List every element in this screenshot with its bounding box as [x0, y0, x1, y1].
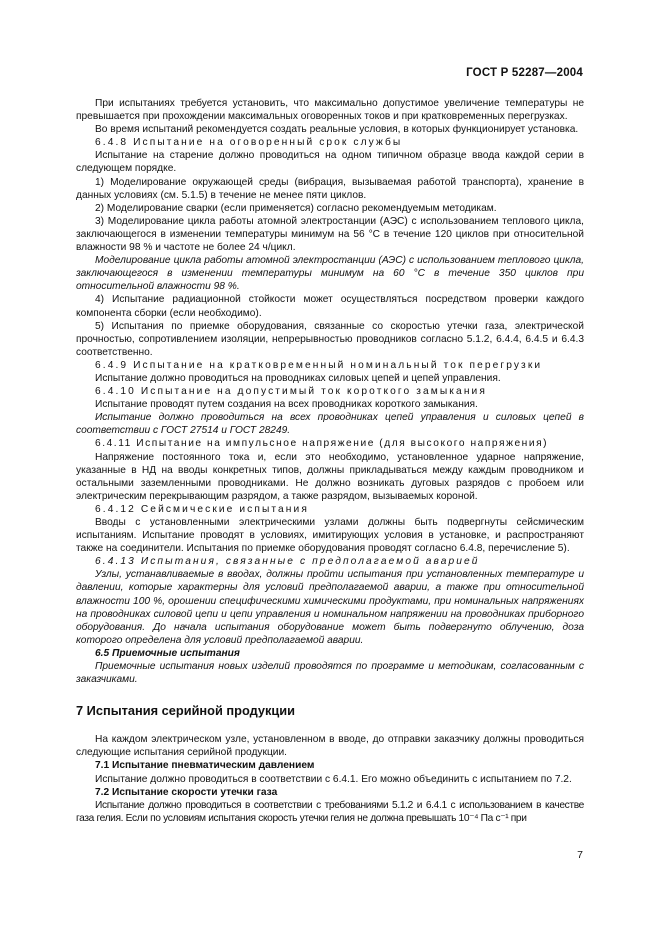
- list-item: 4) Испытание радиационной стойкости может осуществляться посредством проверки каждого компонента сборки (если необходимо).: [76, 294, 584, 319]
- italic-paragraph: Узлы, устанавливаемые в вводах, должны пройти испытания при установленных температуре и давлении, которые характерны для условий предполагаемой аварии, а также при относительной влажности 100 %, орошении специфическими химическими продуктами, при номинальных напряжениях на проводниках силовой цепи и цепи управления и номинальном напряжении на проводниках приборного оборудования. До начала испытания оборудование может быть подвергнуто облучению, доза которого определена для условий предполагаемой аварии.: [76, 569, 584, 646]
- italic-paragraph: Моделирование цикла работы атомной электростанции (АЭС) с использованием теплового цикла, заключающегося в изменении температуры минимум на 60 °С в течение 350 циклов при относительной влажности 98 %.: [76, 255, 584, 293]
- subsection-heading-text: 6.4.11 Испытание на импульсное напряжение (для высокого напряжения): [95, 438, 549, 450]
- section-title: 7 Испытания серийной продукции: [76, 703, 295, 719]
- paragraph: Испытание должно проводиться в соответствии с требованиями 5.1.2 и 6.4.1 с использованием в качестве газа гелия. Если по условиям испытания скорость утечки гелия не должна превышать 10⁻⁴ Па с⁻¹ при: [76, 799, 584, 824]
- page-content: [76, 97, 584, 825]
- paragraph: При испытаниях требуется установить, что максимально допустимое увеличение температуры не превышается при прохождении максимальных оговоренных токов и при кратковременных перегрузках.: [76, 98, 584, 123]
- subsection-heading: 6.4.9 Испытание на кратковременный номинальный ток перегрузки: [95, 359, 543, 371]
- italic-paragraph: Испытание должно проводиться на всех проводниках цепей управления и силовых цепей в соответствии с ГОСТ 27514 и ГОСТ 28249.: [76, 412, 584, 437]
- paragraph: Испытание должно проводиться в соответствии с 6.4.1. Его можно объединить с испытанием по 7.2.: [95, 773, 572, 785]
- standard-header: ГОСТ Р 52287—2004: [466, 67, 583, 79]
- page-number: 7: [577, 849, 583, 861]
- paragraph: На каждом электрическом узле, установленном в вводе, до отправки заказчику должны проводиться следующие испытания серийной продукции.: [76, 734, 584, 759]
- subsection-heading-bold-italic: 6.5 Приемочные испытания: [95, 647, 240, 659]
- subsection-heading: 6.4.12 Сейсмические испытания: [95, 503, 309, 515]
- subsection-heading-bold: 7.2 Испытание скорости утечки газа: [95, 786, 278, 798]
- paragraph: Напряжение постоянного тока и, если это необходимо, установленное ударное напряжение, указанные в НД на вводы конкретных типов, должны прикладываться между каждым проводником и остальными заземленными проводниками. Не должно возникать дуговых разрядов с пробоем или электрическим перекрывающим разрядом, а также разрядом, вызываемых короной.: [76, 451, 584, 502]
- paragraph: Вводы с установленными электрическими узлами должны быть подвергнуты сейсмическим испытаниям. Испытание проводят в условиях, имитирующих условия в установке, и распространяют также на соединители. Испытания по приемке оборудования проводят согласно 6.4.8, перечисление 5).: [76, 517, 584, 555]
- paragraph: Испытание должно проводиться на проводниках силовых цепей и цепей управления.: [95, 372, 501, 384]
- subsection-heading: [76, 437, 584, 450]
- list-item: 5) Испытания по приемке оборудования, связанные со скоростью утечки газа, электрической прочностью, сопротивлением изоляции, непрерывностью проводников согласно 5.1.2, 6.4.4, 6.4.5 и 6.4.3 соответственно.: [76, 320, 584, 358]
- paragraph: Испытание проводят путем создания на всех проводниках короткого замыкания.: [95, 399, 478, 411]
- subsection-heading: 6.4.8 Испытание на оговоренный срок службы: [95, 137, 403, 149]
- subsection-heading-bold: 7.1 Испытание пневматическим давлением: [95, 760, 315, 772]
- subsection-heading: 6.4.10 Испытание на допустимый ток короткого замыкания: [95, 386, 487, 398]
- paragraph: Во время испытаний рекомендуется создать реальные условия, в которых функционирует установка.: [95, 124, 579, 136]
- italic-subsection-heading: 6.4.13 Испытания, связанные с предполагаемой аварией: [95, 556, 480, 568]
- list-item: 1) Моделирование окружающей среды (вибрация, вызываемая работой транспорта), хранение в данных условиях (см. 5.1.5) в течение не менее пяти циклов.: [76, 176, 584, 201]
- list-item: 3) Моделирование цикла работы атомной электростанции (АЭС) с использованием теплового цикла, заключающегося в изменении температуры минимум на 56 °С в течение 120 циклов при относительной влажности 98 % и частоте не более 24 ч/цикл.: [76, 215, 584, 254]
- list-item: 2) Моделирование сварки (если применяется) согласно рекомендуемым методикам.: [95, 202, 497, 214]
- italic-paragraph: Приемочные испытания новых изделий проводятся по программе и методикам, согласованным с заказчиками.: [76, 661, 584, 686]
- paragraph: Испытание на старение должно проводиться на одном типичном образце ввода каждой серии в следующем порядке.: [76, 150, 584, 175]
